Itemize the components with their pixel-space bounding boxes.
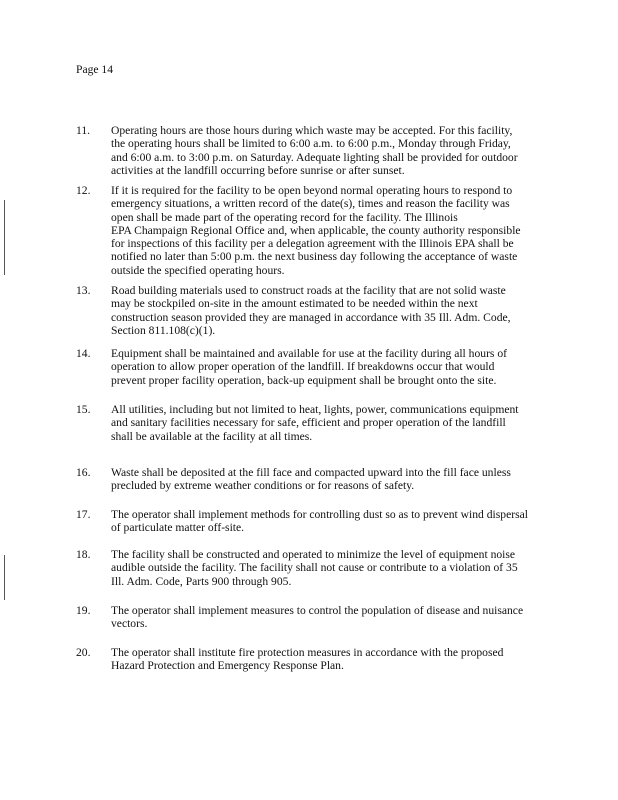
item-text bbox=[111, 184, 521, 277]
text-line: Operating hours are those hours during which waste may be accepted. For this facility, bbox=[111, 124, 513, 137]
item-text bbox=[111, 124, 518, 177]
page-number: Page 14 bbox=[76, 63, 114, 76]
text-line: The operator shall institute fire protection measures in accordance with the proposed bbox=[111, 646, 504, 659]
item-number: 15. bbox=[76, 403, 91, 416]
item-text bbox=[111, 347, 507, 387]
text-line: If it is required for the facility to be open beyond normal operating hours to respond to bbox=[111, 184, 513, 197]
item-number: 18. bbox=[76, 548, 91, 561]
text-line: operation to allow proper operation of the landfill. If breakdowns occur that would bbox=[111, 360, 495, 374]
text-line: vectors. bbox=[111, 617, 148, 631]
text-line: the operating hours shall be limited to 6:00 a.m. to 6:00 p.m., Monday through Friday, bbox=[111, 137, 511, 151]
text-line: open shall be made part of the operating record for the facility. The Illinois bbox=[111, 210, 458, 224]
text-line: shall be available at the facility at all times. bbox=[111, 429, 313, 443]
text-line: The operator shall implement methods for controlling dust so as to prevent wind dispersal bbox=[111, 508, 528, 521]
text-line: and sanitary facilities necessary for safe, efficient and proper operation of the landfill bbox=[111, 416, 506, 430]
revision-bar bbox=[4, 200, 5, 275]
item-text bbox=[111, 466, 511, 493]
item-number: 13. bbox=[76, 284, 91, 297]
text-line: EPA Champaign Regional Office and, when applicable, the county authority responsible bbox=[111, 223, 521, 237]
text-line: Waste shall be deposited at the fill face and compacted upward into the fill face unless bbox=[111, 466, 511, 479]
text-line: Hazard Protection and Emergency Response Plan. bbox=[111, 659, 344, 673]
text-line: Section 811.108(c)(1). bbox=[111, 323, 216, 337]
item-number: 19. bbox=[76, 604, 91, 617]
text-line: emergency situations, a written record of the date(s), times and reason the facility was bbox=[111, 197, 510, 211]
item-number: 11. bbox=[76, 124, 91, 137]
item-number: 12. bbox=[76, 184, 91, 197]
text-line: activities at the landfill occurring before sunrise or after sunset. bbox=[111, 163, 405, 177]
text-line: Ill. Adm. Code, Parts 900 through 905. bbox=[111, 574, 292, 588]
item-text bbox=[111, 508, 528, 535]
text-line: construction season provided they are managed in accordance with 35 Ill. Adm. Code, bbox=[111, 310, 511, 324]
text-line: precluded by extreme weather conditions or for reasons of safety. bbox=[111, 479, 415, 493]
text-line: The operator shall implement measures to control the population of disease and nuisance bbox=[111, 604, 524, 617]
text-line: of particulate matter off-site. bbox=[111, 521, 245, 535]
item-number: 16. bbox=[76, 466, 91, 479]
text-line: Road building materials used to construct roads at the facility that are not solid waste bbox=[111, 284, 506, 297]
text-line: Equipment shall be maintained and available for use at the facility during all hours of bbox=[111, 347, 507, 360]
text-line: outside the specified operating hours. bbox=[111, 263, 285, 277]
item-text bbox=[111, 403, 519, 443]
item-text bbox=[111, 284, 511, 337]
item-text bbox=[111, 604, 523, 631]
text-line: All utilities, including but not limited to heat, lights, power, communications equipment bbox=[111, 403, 519, 416]
text-line: notified no later than 5:00 p.m. the next business day following the acceptance of waste bbox=[111, 250, 518, 264]
text-line: audible outside the facility. The facility shall not cause or contribute to a violation of 35 bbox=[111, 561, 518, 575]
text-line: and 6:00 a.m. to 3:00 p.m. on Saturday. Adequate lighting shall be provided for outdoor bbox=[111, 150, 518, 164]
item-number: 17. bbox=[76, 508, 91, 521]
item-number: 20. bbox=[76, 646, 91, 659]
item-text bbox=[111, 646, 503, 673]
revision-bar bbox=[4, 555, 5, 600]
text-line: prevent proper facility operation, back-up equipment shall be brought onto the site. bbox=[111, 373, 497, 387]
text-line: The facility shall be constructed and operated to minimize the level of equipment noise bbox=[111, 548, 516, 561]
item-number: 14. bbox=[76, 347, 91, 360]
text-line: for inspections of this facility per a delegation agreement with the Illinois EPA shall be bbox=[111, 237, 514, 251]
text-line: may be stockpiled on-site in the amount estimated to be needed within the next bbox=[111, 297, 478, 311]
item-text bbox=[111, 548, 518, 588]
